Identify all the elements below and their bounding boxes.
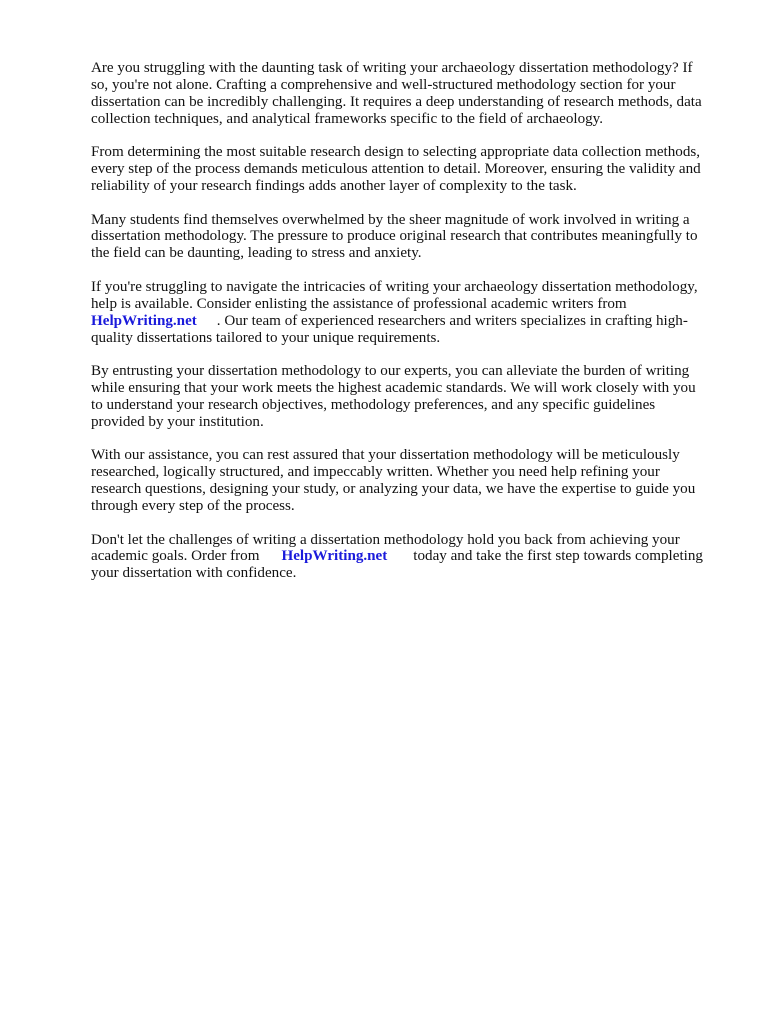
- text-line: quality dissertations tailored to your unique requirements.: [91, 329, 441, 346]
- paragraph-call-to-action: [91, 532, 721, 583]
- text-line: through every step of the process.: [91, 498, 295, 514]
- text-line-with-link: [91, 313, 721, 330]
- text-segment: today and take the first step towards completing: [413, 548, 703, 565]
- text-line: provided by your institution.: [91, 413, 264, 430]
- text-line: By entrusting your dissertation methodology to our experts, you can alleviate the burden of writing: [91, 363, 690, 380]
- text-line: From determining the most suitable research design to selecting appropriate data collection methods,: [91, 144, 701, 161]
- text-line: so, you're not alone. Crafting a comprehensive and well-structured methodology section for your: [91, 76, 676, 93]
- text-line: every step of the process demands meticulous attention to detail. Moreover, ensuring the validity and: [91, 161, 701, 178]
- text-segment: . Our team of experienced researchers and writers specializes in crafting high-: [216, 312, 688, 329]
- paragraph-help-available: [91, 279, 721, 347]
- helpwriting-link[interactable]: HelpWriting.net: [281, 548, 388, 565]
- text-line: dissertation methodology. The pressure to produce original research that contributes meaningfully to: [91, 228, 698, 245]
- text-line: to understand your research objectives, methodology preferences, and any specific guidelines: [91, 396, 656, 413]
- paragraph-assistance: [91, 447, 721, 515]
- paragraph-intro: [91, 60, 721, 128]
- text-line: dissertation can be incredibly challenging. It requires a deep understanding of research methods, data: [91, 93, 702, 110]
- text-line: while ensuring that your work meets the highest academic standards. We will work closely with you: [91, 379, 696, 396]
- text-line: Many students find themselves overwhelmed by the sheer magnitude of work involved in writing a: [91, 211, 690, 228]
- text-line-with-link: [91, 548, 721, 565]
- text-line: the field can be daunting, leading to stress and anxiety.: [91, 245, 422, 262]
- paragraph-overwhelmed: [91, 212, 721, 263]
- text-line: help is available. Consider enlisting the assistance of professional academic writers from: [91, 295, 627, 312]
- text-line: researched, logically structured, and impeccably written. Whether you need help refining your: [91, 464, 660, 481]
- text-line: If you're struggling to navigate the intricacies of writing your archaeology dissertation methodology,: [91, 278, 698, 295]
- text-line: With our assistance, you can rest assured that your dissertation methodology will be meticulously: [91, 447, 680, 464]
- document-page: [91, 60, 721, 599]
- paragraph-research-design: [91, 144, 721, 195]
- paragraph-entrusting: [91, 363, 721, 431]
- text-line: reliability of your research findings adds another layer of complexity to the task.: [91, 178, 577, 195]
- text-line: Don't let the challenges of writing a dissertation methodology hold you back from achieving your: [91, 531, 680, 548]
- text-line: research questions, designing your study, or analyzing your data, we have the expertise to guide you: [91, 481, 696, 498]
- text-segment: academic goals. Order from: [91, 548, 260, 565]
- text-line: your dissertation with confidence.: [91, 565, 297, 582]
- text-line: Are you struggling with the daunting task of writing your archaeology dissertation methodology? If: [91, 60, 693, 76]
- helpwriting-link[interactable]: HelpWriting.net: [91, 312, 197, 329]
- text-line: collection techniques, and analytical frameworks specific to the field of archaeology.: [91, 110, 604, 127]
